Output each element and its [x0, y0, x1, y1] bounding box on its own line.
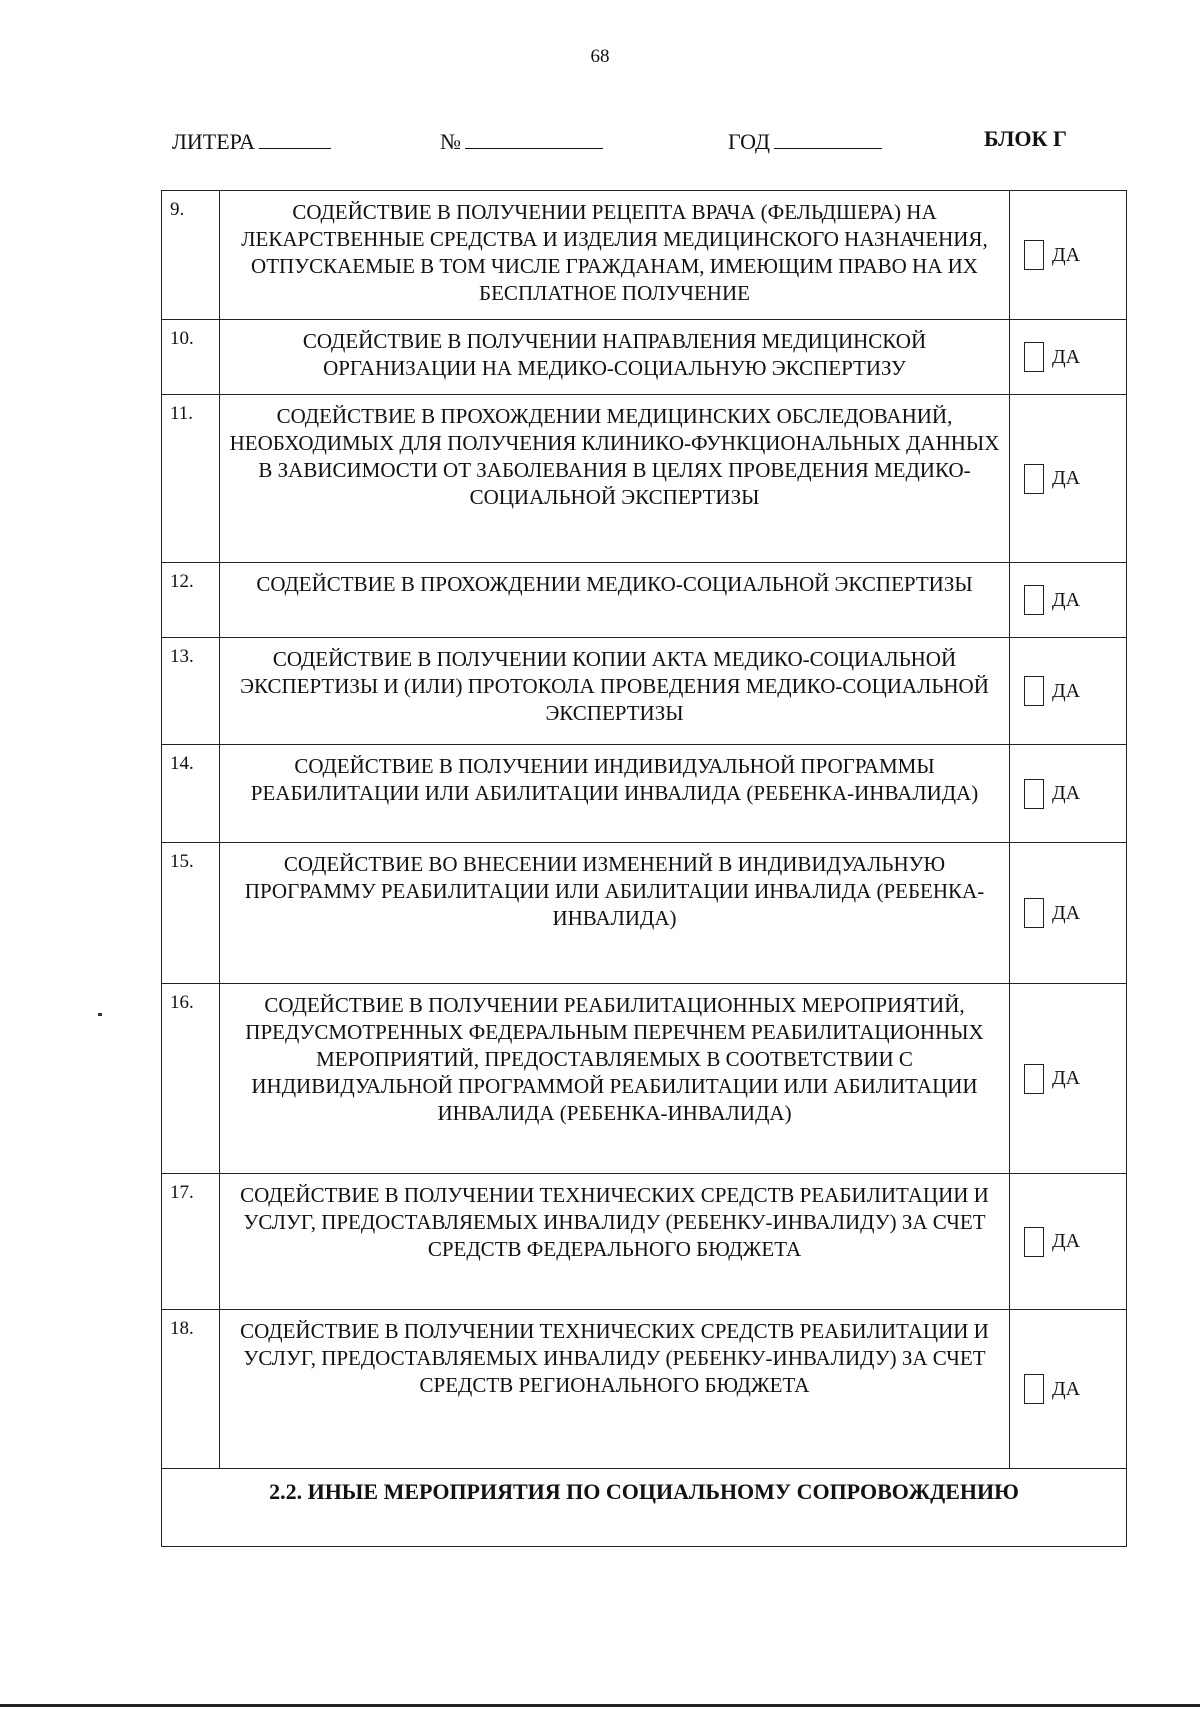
- row-option: [1010, 395, 1127, 563]
- block-label: БЛОК Г: [984, 126, 1067, 151]
- row-number: 11.: [162, 395, 220, 563]
- table-row: [162, 320, 1127, 395]
- option-label: ДА: [1052, 467, 1081, 489]
- row-option: [1010, 320, 1127, 395]
- checkbox[interactable]: [1024, 1374, 1044, 1404]
- page-number: 68: [590, 46, 610, 67]
- year-input-line[interactable]: [774, 126, 882, 149]
- row-option: [1010, 1310, 1127, 1469]
- row-description: СОДЕЙСТВИЕ В ПОЛУЧЕНИИ ТЕХНИЧЕСКИХ СРЕДСТВ РЕАБИЛИТАЦИИ И УСЛУГ, ПРЕДОСТАВЛЯЕМЫХ ИНВАЛИДУ (РЕБЕНКУ-ИНВАЛИДУ) ЗА СЧЕТ СРЕДСТВ ФЕДЕРАЛЬНОГО БЮДЖЕТА: [220, 1174, 1010, 1310]
- table-row: [162, 984, 1127, 1174]
- checkbox[interactable]: [1024, 898, 1044, 928]
- number-field: [440, 126, 603, 155]
- table-row: [162, 638, 1127, 745]
- option-label: ДА: [1052, 345, 1081, 368]
- row-number: 15.: [162, 843, 220, 984]
- number-label: №: [440, 129, 461, 154]
- option-label: ДА: [1052, 243, 1081, 266]
- table-row: [162, 563, 1127, 638]
- checkbox[interactable]: [1024, 779, 1044, 809]
- checkbox[interactable]: [1024, 1227, 1044, 1257]
- section-title: 2.2. ИНЫЕ МЕРОПРИЯТИЯ ПО СОЦИАЛЬНОМУ СОПРОВОЖДЕНИЮ: [162, 1469, 1127, 1547]
- row-description: СОДЕЙСТВИЕ ВО ВНЕСЕНИИ ИЗМЕНЕНИЙ В ИНДИВИДУАЛЬНУЮ ПРОГРАММУ РЕАБИЛИТАЦИИ ИЛИ АБИЛИТАЦИИ ИНВАЛИДА (РЕБЕНКА-ИНВАЛИДА): [220, 843, 1010, 984]
- checkbox[interactable]: [1024, 342, 1044, 372]
- checkbox[interactable]: [1024, 464, 1044, 494]
- option-label: ДА: [1052, 782, 1081, 804]
- row-option: [1010, 843, 1127, 984]
- table-row: [162, 745, 1127, 843]
- row-description: СОДЕЙСТВИЕ В ПОЛУЧЕНИИ ТЕХНИЧЕСКИХ СРЕДСТВ РЕАБИЛИТАЦИИ И УСЛУГ, ПРЕДОСТАВЛЯЕМЫХ ИНВАЛИДУ (РЕБЕНКУ-ИНВАЛИДУ) ЗА СЧЕТ СРЕДСТВ РЕГИОНАЛЬНОГО БЮДЖЕТА: [220, 1310, 1010, 1469]
- option-label: ДА: [1052, 679, 1081, 702]
- table-row: [162, 395, 1127, 563]
- checkbox[interactable]: [1024, 1064, 1044, 1094]
- row-number: 16.: [162, 984, 220, 1174]
- row-option: [1010, 1174, 1127, 1310]
- scan-edge-line: [0, 1704, 1200, 1707]
- option-label: ДА: [1052, 1067, 1081, 1089]
- checkbox[interactable]: [1024, 585, 1044, 615]
- year-label: ГОД: [728, 129, 770, 154]
- row-number: 17.: [162, 1174, 220, 1310]
- table-row: [162, 191, 1127, 320]
- row-description: СОДЕЙСТВИЕ В ПОЛУЧЕНИИ РЕЦЕПТА ВРАЧА (ФЕЛЬДШЕРА) НА ЛЕКАРСТВЕННЫЕ СРЕДСТВА И ИЗДЕЛИЯ МЕДИЦИНСКОГО НАЗНАЧЕНИЯ, ОТПУСКАЕМЫЕ В ТОМ ЧИСЛЕ ГРАЖДАНАМ, ИМЕЮЩИМ ПРАВО НА ИХ БЕСПЛАТНОЕ ПОЛУЧЕНИЕ: [220, 191, 1010, 320]
- row-number: 13.: [162, 638, 220, 745]
- row-number: 14.: [162, 745, 220, 843]
- row-number: 18.: [162, 1310, 220, 1469]
- scan-mark: [98, 1013, 102, 1016]
- row-description: СОДЕЙСТВИЕ В ПОЛУЧЕНИИ КОПИИ АКТА МЕДИКО-СОЦИАЛЬНОЙ ЭКСПЕРТИЗЫ И (ИЛИ) ПРОТОКОЛА ПРОВЕДЕНИЯ МЕДИКО-СОЦИАЛЬНОЙ ЭКСПЕРТИЗЫ: [220, 638, 1010, 745]
- row-option: [1010, 638, 1127, 745]
- form-header: [0, 126, 1200, 156]
- row-option: [1010, 563, 1127, 638]
- litera-field: [172, 126, 331, 155]
- option-label: ДА: [1052, 1377, 1081, 1400]
- table-row: [162, 1310, 1127, 1469]
- litera-label: ЛИТЕРА: [172, 129, 255, 154]
- row-number: 12.: [162, 563, 220, 638]
- row-number: 9.: [162, 191, 220, 320]
- table-row: [162, 1174, 1127, 1310]
- row-description: СОДЕЙСТВИЕ В ПОЛУЧЕНИИ НАПРАВЛЕНИЯ МЕДИЦИНСКОЙ ОРГАНИЗАЦИИ НА МЕДИКО-СОЦИАЛЬНУЮ ЭКСПЕРТИЗУ: [220, 320, 1010, 395]
- number-input-line[interactable]: [465, 126, 603, 149]
- option-label: ДА: [1052, 901, 1081, 924]
- litera-input-line[interactable]: [259, 126, 331, 149]
- row-description: СОДЕЙСТВИЕ В ПРОХОЖДЕНИИ МЕДИКО-СОЦИАЛЬНОЙ ЭКСПЕРТИЗЫ: [220, 563, 1010, 638]
- row-description: СОДЕЙСТВИЕ В ПОЛУЧЕНИИ РЕАБИЛИТАЦИОННЫХ МЕРОПРИЯТИЙ, ПРЕДУСМОТРЕННЫХ ФЕДЕРАЛЬНЫМ ПЕРЕЧНЕМ РЕАБИЛИТАЦИОННЫХ МЕРОПРИЯТИЙ, ПРЕДОСТАВЛЯЕМЫХ В СООТВЕТСТВИИ С ИНДИВИДУАЛЬНОЙ ПРОГРАММОЙ РЕАБИЛИТАЦИИ ИЛИ АБИЛИТАЦИИ ИНВАЛИДА (РЕБЕНКА-ИНВАЛИДА): [220, 984, 1010, 1174]
- table-row: [162, 843, 1127, 984]
- year-field: [728, 126, 882, 155]
- row-option: [1010, 191, 1127, 320]
- row-option: [1010, 984, 1127, 1174]
- row-option: [1010, 745, 1127, 843]
- checkbox[interactable]: [1024, 240, 1044, 270]
- checkbox[interactable]: [1024, 676, 1044, 706]
- row-description: СОДЕЙСТВИЕ В ПРОХОЖДЕНИИ МЕДИЦИНСКИХ ОБСЛЕДОВАНИЙ, НЕОБХОДИМЫХ ДЛЯ ПОЛУЧЕНИЯ КЛИНИКО-ФУНКЦИОНАЛЬНЫХ ДАННЫХ В ЗАВИСИМОСТИ ОТ ЗАБОЛЕВАНИЯ В ЦЕЛЯХ ПРОВЕДЕНИЯ МЕДИКО-СОЦИАЛЬНОЙ ЭКСПЕРТИЗЫ: [220, 395, 1010, 563]
- option-label: ДА: [1052, 1230, 1081, 1252]
- section-row: [162, 1469, 1127, 1547]
- measures-table: [161, 190, 1127, 1547]
- row-number: 10.: [162, 320, 220, 395]
- row-description: СОДЕЙСТВИЕ В ПОЛУЧЕНИИ ИНДИВИДУАЛЬНОЙ ПРОГРАММЫ РЕАБИЛИТАЦИИ ИЛИ АБИЛИТАЦИИ ИНВАЛИДА (РЕБЕНКА-ИНВАЛИДА): [220, 745, 1010, 843]
- option-label: ДА: [1052, 588, 1081, 611]
